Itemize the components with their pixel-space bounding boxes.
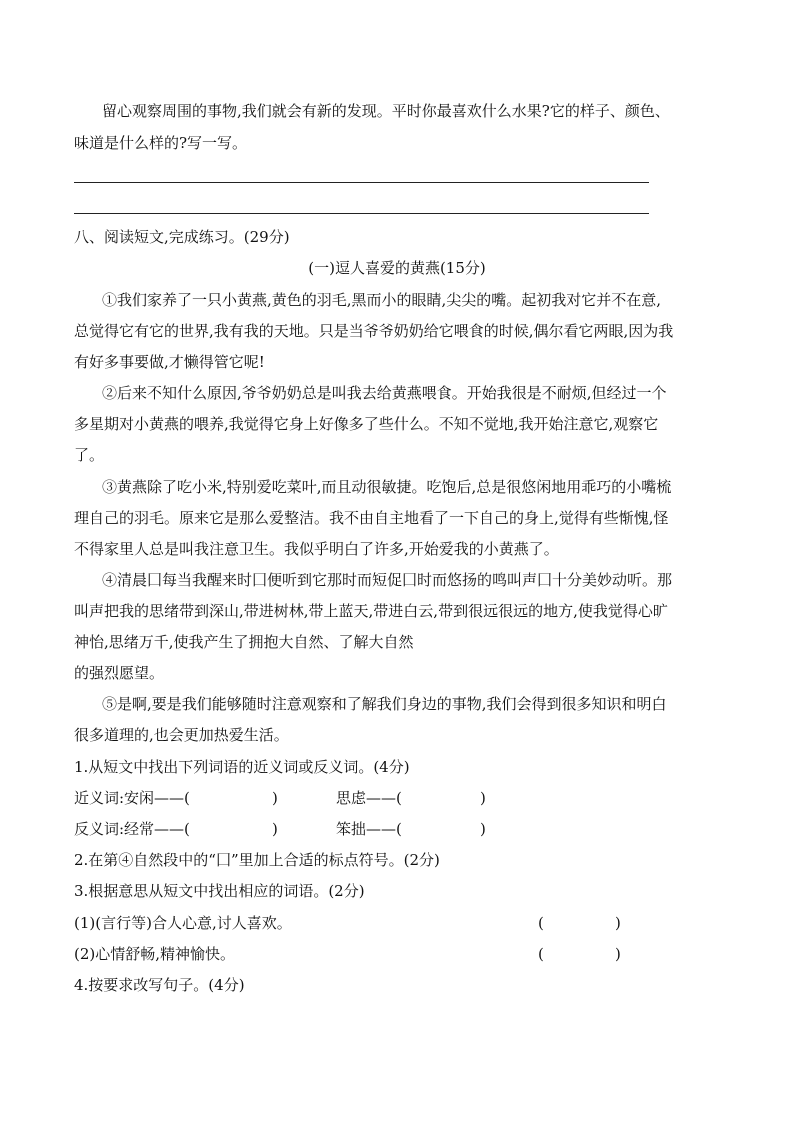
antonym-label-1: 反义词:经常——(	[74, 820, 190, 838]
paragraph-2-line-3: 了。	[74, 446, 105, 464]
paragraph-1-line-1: ①我们家养了一只小黄燕,黄色的羽毛,黑而小的眼睛,尖尖的嘴。起初我对它并不在意,	[102, 291, 662, 309]
q3-item-2-open-paren[interactable]: (	[538, 945, 544, 963]
paragraph-1-line-3: 有好多事要做,才懒得管它呢!	[74, 353, 265, 371]
synonym-answer-2-close[interactable]: )	[480, 789, 486, 807]
intro-line-2: 味道是什么样的?写一写。	[74, 134, 248, 152]
paragraph-4-line-4: 的强烈愿望。	[74, 664, 165, 682]
paragraph-1-line-2: 总觉得它有它的世界,我有我的天地。只是当爷爷奶奶给它喂食的时候,偶尔看它两眼,因为我	[74, 322, 674, 340]
question-3-item-2: (2)心情舒畅,精神愉快。	[74, 945, 236, 963]
paragraph-3-line-3: 不得家里人总是叫我注意卫生。我似乎明白了许多,开始爱我的小黄燕了。	[74, 540, 559, 558]
antonym-answer-1-close[interactable]: )	[272, 820, 278, 838]
paragraph-3-line-1: ③黄燕除了吃小米,特别爱吃菜叶,而且动很敏捷。吃饱后,总是很悠闲地用乖巧的小嘴梳	[102, 478, 672, 496]
section-heading: 八、阅读短文,完成练习。(29分)	[74, 228, 290, 246]
answer-line-2[interactable]	[74, 213, 649, 214]
question-3-item-1: (1)(言行等)合人心意,讨人喜欢。	[74, 914, 292, 932]
paragraph-5-line-2: 很多道理的,也会更加热爱生活。	[74, 726, 289, 744]
paragraph-4-line-1: ④清晨囗每当我醒来时囗便听到它那时而短促囗时而悠扬的鸣叫声囗十分美妙动听。那	[102, 571, 673, 589]
paragraph-3-line-2: 理自己的羽毛。原来它是那么爱整洁。我不由自主地看了一下自己的身上,觉得有些惭愧,怪	[74, 509, 669, 527]
intro-line-1: 留心观察周围的事物,我们就会有新的发现。平时你最喜欢什么水果?它的样子、颜色、	[102, 102, 670, 120]
paragraph-4-line-3: 神怡,思绪万千,使我产生了拥抱大自然、了解大自然	[74, 633, 414, 651]
question-1: 1.从短文中找出下列词语的近义词或反义词。(4分)	[74, 758, 410, 776]
q3-item-1-close-paren[interactable]: )	[615, 914, 621, 932]
answer-line-1[interactable]	[74, 182, 649, 183]
paragraph-2-line-2: 多星期对小黄燕的喂养,我觉得它身上好像多了些什么。不知不觉地,我开始注意它,观察它	[74, 415, 659, 433]
q3-item-2-close-paren[interactable]: )	[615, 945, 621, 963]
q3-item-1-open-paren[interactable]: (	[538, 914, 544, 932]
synonym-label-1: 近义词:安闲——(	[74, 789, 190, 807]
synonym-answer-1-close[interactable]: )	[272, 789, 278, 807]
paragraph-5-line-1: ⑤是啊,要是我们能够随时注意观察和了解我们身边的事物,我们会得到很多知识和明白	[102, 695, 667, 713]
antonym-label-2: 笨拙——(	[336, 820, 402, 838]
question-4: 4.按要求改写句子。(4分)	[74, 976, 245, 994]
paragraph-4-line-2: 叫声把我的思绪带到深山,带进树林,带上蓝天,带进白云,带到很远很远的地方,使我觉得心旷	[74, 602, 668, 620]
question-2: 2.在第④自然段中的“囗”里加上合适的标点符号。(2分)	[74, 851, 440, 869]
synonym-label-2: 思虑——(	[336, 789, 402, 807]
passage-title: (一)逗人喜爱的黄燕(15分)	[308, 259, 486, 277]
antonym-answer-2-close[interactable]: )	[480, 820, 486, 838]
paragraph-2-line-1: ②后来不知什么原因,爷爷奶奶总是叫我去给黄燕喂食。开始我很是不耐烦,但经过一个	[102, 384, 667, 402]
question-3: 3.根据意思从短文中找出相应的词语。(2分)	[74, 882, 365, 900]
